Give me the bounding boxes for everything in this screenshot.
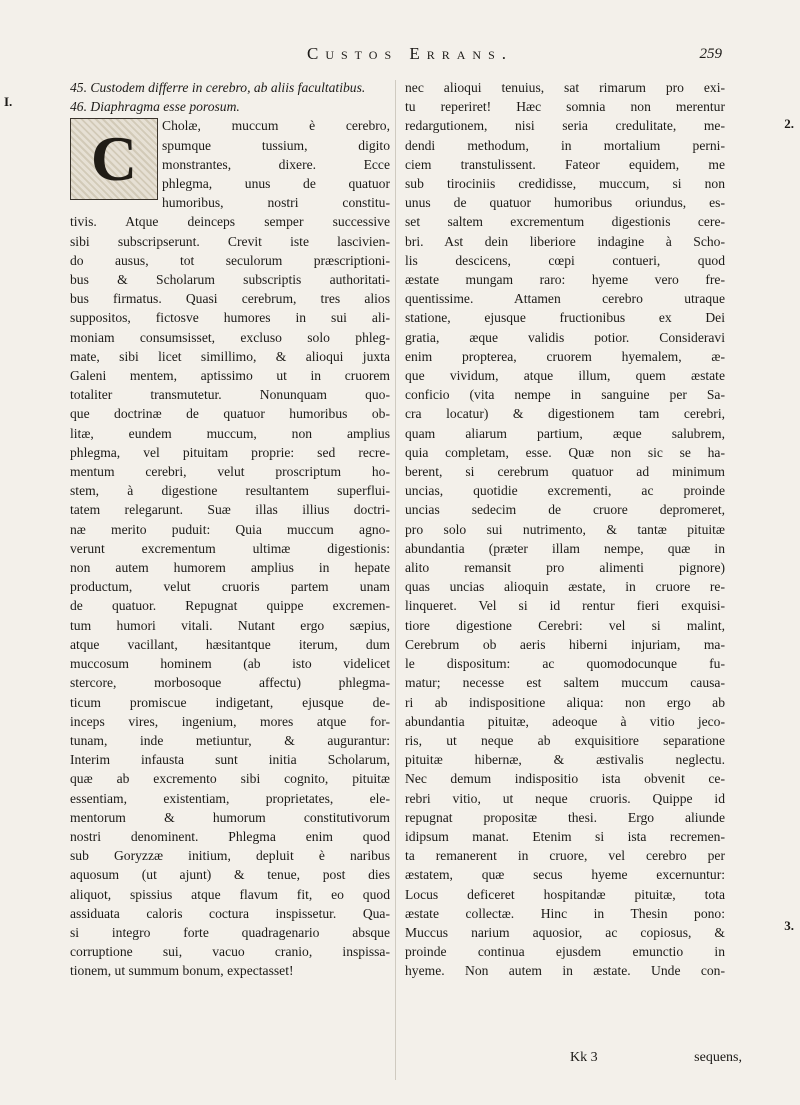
text-line: corruptione sui, vacuo cranio, inspissa-: [70, 944, 390, 960]
text-line: mentum cerebri, velut proscriptum ho-: [70, 464, 390, 480]
text-line: de quatuor. Repugnat quippe excremen-: [70, 598, 390, 614]
text-line: sub tirociniis credidisse, muccum, si non: [405, 176, 725, 192]
text-line: tatem relegarunt. Suæ illas illius doctri-: [70, 502, 390, 518]
heading-45: 45. Custodem differre in cerebro, ab aliis facultatibus.: [70, 80, 366, 95]
text-line: sub Goryzzæ initium, depluit è naribus: [70, 848, 390, 864]
text-line: mate, sibi licet simillimo, & alioqui juxta: [70, 348, 390, 364]
right-body-text: [405, 78, 725, 981]
text-line: bus firmatus. Quasi cerebrum, tres alios: [70, 291, 390, 307]
text-line: bri. Ast dein liberiore indagine à Scho-: [405, 233, 725, 249]
text-line: abundantia (præter illam nempe, quæ in: [405, 540, 725, 556]
text-line: conficio (vita nempe in sanguine per Sa-: [405, 387, 725, 403]
text-line: berent, si cerebrum quatuor ad minimum: [405, 464, 725, 480]
text-line: ciem transtulissent. Fateor equidem, me: [405, 156, 725, 172]
text-line: humoribus, nostri constitu-: [162, 195, 390, 211]
text-line: pro solo sui nutrimento, & tantæ pituitæ: [405, 521, 725, 537]
text-line: ticum promiscue indigetant, ejusque de-: [70, 694, 390, 710]
text-line: aliquot, spissius atque flavum fit, eo quod: [70, 886, 390, 902]
left-body-text: [70, 212, 390, 980]
text-line: Locus deficeret hospitandæ pituitæ, tota: [405, 886, 725, 902]
text-line: verunt excrementum ultimæ digestionis:: [70, 540, 390, 556]
text-line: uncias, quotidie excrementi, ac proinde: [405, 483, 725, 499]
text-line: totaliter transmutetur. Nonunquam quo-: [70, 387, 390, 403]
drop-cap-block: [70, 116, 390, 212]
drop-cap-letter: C: [90, 123, 138, 195]
text-line: tu reperiret! Hæc somnia non merentur: [405, 99, 725, 115]
text-line: sibi subscripserunt. Crevit iste lascivien-: [70, 233, 390, 249]
signature-mark: Kk 3: [570, 1050, 598, 1065]
text-line: ta remanerent in cruore, vel cerebro per: [405, 848, 725, 864]
text-line: tionem, ut summum bonum, expectasset!: [70, 963, 294, 979]
text-line: le dispositum: ac quomodocunque fu-: [405, 656, 725, 672]
text-line: moniam consumsisset, excluso solo phleg-: [70, 329, 390, 345]
text-line: muccosum hominem (ab isto videlicet: [70, 656, 390, 672]
text-line: æstatem, quæ secus hyeme excernuntur:: [405, 867, 725, 883]
text-line: Interim infausta sunt initia Scholarum,: [70, 752, 390, 768]
text-line: assiduata caloris coctura inspissetur. Qua-: [70, 905, 390, 921]
text-line: que doctrinæ de quatuor humoribus ob-: [70, 406, 390, 422]
text-line: set saltem excrementum digestionis cere-: [405, 214, 725, 230]
text-line: alito remansit pro alimenti pignore): [405, 560, 725, 576]
text-line: inceps vires, ingenium, mores atque for-: [70, 713, 390, 729]
text-line: æstate mungam raro: hyeme vero fre-: [405, 272, 725, 288]
text-line: monstrantes, dixere. Ecce: [162, 156, 390, 172]
text-line: idipsum manat. Etenim si ista recremen-: [405, 828, 725, 844]
text-line: aquosum (ut ajunt) & tenue, post dies: [70, 867, 390, 883]
text-line: productum, velut cruoris partem unam: [70, 579, 390, 595]
text-line: stercore, morbosoque affectu) phlegma-: [70, 675, 390, 691]
text-line: quia completam, esse. Quæ non sic se ha-: [405, 444, 725, 460]
text-line: enim propterea, cruorem hyemalem, æ-: [405, 348, 725, 364]
text-line: unus de quatuor humoribus oriundus, es-: [405, 195, 725, 211]
text-line: quentissime. Attamen cerebro utraque: [405, 291, 725, 307]
text-line: que vividum, atque illum, quem æstate: [405, 368, 725, 384]
text-line: tunam, inde metiuntur, & augurantur:: [70, 732, 390, 748]
page-number: 259: [699, 46, 722, 62]
text-line: spumque tussium, digito: [162, 137, 390, 153]
text-line: ris, ut neque ab exquisitiore separatione: [405, 732, 725, 748]
text-line: redargutionem, nisi seria credulitate, me-: [405, 118, 725, 134]
text-line: Galeni mentem, aptissimo ut in cruorem: [70, 368, 390, 384]
text-line: essentiam, existentiam, proprietates, ele-: [70, 790, 390, 806]
text-line: stem, à digestione resultantem superflui-: [70, 483, 390, 499]
right-column: [405, 78, 725, 981]
text-line: bus & Scholarum subscriptis authoritati-: [70, 272, 390, 288]
margin-note-1: I.: [4, 94, 13, 109]
text-line: dendi methodum, in mortalium perni-: [405, 137, 725, 153]
text-line: rebri vitio, ut neque cruoris. Quippe id: [405, 790, 725, 806]
ornamental-initial-icon: [70, 118, 158, 200]
text-line: tivis. Atque deinceps semper successive: [70, 214, 390, 230]
text-line: tiore digestione Cerebri: vel si malint,: [405, 617, 725, 633]
text-line: phlegma, vel pituitam proprie: sed recre-: [70, 444, 390, 460]
text-line: æstate collectæ. Hinc in Thesin pono:: [405, 905, 725, 921]
text-line: si integro forte quadragenario absque: [70, 924, 390, 940]
text-line: quam aliarum partium, æque salubrem,: [405, 425, 725, 441]
text-line: mentorum & humorum constitutivorum: [70, 809, 390, 825]
running-head: [0, 44, 800, 74]
text-line: phlegma, unus de quatuor: [162, 176, 390, 192]
text-line: pituitæ hibernæ, & æstivalis neglectu.: [405, 752, 725, 768]
text-line: Nec demum indispositio ista obvenit ce-: [405, 771, 725, 787]
text-line: linqueret. Vel si id rentur fieri exquisi-: [405, 598, 725, 614]
text-line: proinde continua ejusdem emunctio in: [405, 944, 725, 960]
text-line: gratia, æque validis potior. Consideravi: [405, 329, 725, 345]
text-line: quæ ab excremento sibi cognito, pituitæ: [70, 771, 390, 787]
text-line: do ausus, tot seculorum præscriptioni-: [70, 252, 390, 268]
catchword: sequens,: [694, 1050, 742, 1065]
left-column: [70, 78, 390, 981]
text-line: Cerebrum ob aeris hiberni injuriam, ma-: [405, 636, 725, 652]
text-line: Muccus narium aquosior, ac copiosus, &: [405, 924, 725, 940]
text-line: non autem humorem amplius in hepate: [70, 560, 390, 576]
text-line: lis descicens, cœpi contueri, quod: [405, 252, 725, 268]
text-line: litæ, eundem muccum, non amplius: [70, 425, 390, 441]
running-title: Custos Errans.: [306, 44, 514, 63]
text-line: quas uncias alioquin æstate, in cruore re-: [405, 579, 725, 595]
text-line: næ merito puduit: Quia muccum agno-: [70, 521, 390, 537]
text-line: nostri denominent. Phlegma enim quod: [70, 828, 390, 844]
text-line: hyeme. Non autem in æstate. Unde con-: [405, 963, 725, 979]
text-line: tum humori vitali. Nutant ergo sæpius,: [70, 617, 390, 633]
text-line: cra locatur) & digestionem tam cerebri,: [405, 406, 725, 422]
heading-46: 46. Diaphragma esse porosum.: [70, 99, 240, 115]
text-line: atque vacillant, hæsitantque iterum, dum: [70, 636, 390, 652]
text-line: uncias sedecim de cruore depromeret,: [405, 502, 725, 518]
text-line: abundantia pituitæ, adeoque à vitio jeco-: [405, 713, 725, 729]
text-line: suppositos, fictosve humores in sui ali-: [70, 310, 390, 326]
text-line: statione, ejusque fructionibus ex Dei: [405, 310, 725, 326]
margin-note-2: 2.: [784, 116, 794, 131]
text-line: matur; necesse est saltem muccum causa-: [405, 675, 725, 691]
text-line: nec alioqui tenuius, sat rimarum pro exi-: [405, 80, 725, 95]
text-line: repugnat propositæ thesi. Ergo aliunde: [405, 809, 725, 825]
margin-note-3: 3.: [784, 918, 794, 933]
text-line: Cholæ, muccum è cerebro,: [162, 118, 390, 134]
text-line: ri ab indispositione aliqua: non ergo ab: [405, 694, 725, 710]
column-divider: [395, 80, 396, 1080]
